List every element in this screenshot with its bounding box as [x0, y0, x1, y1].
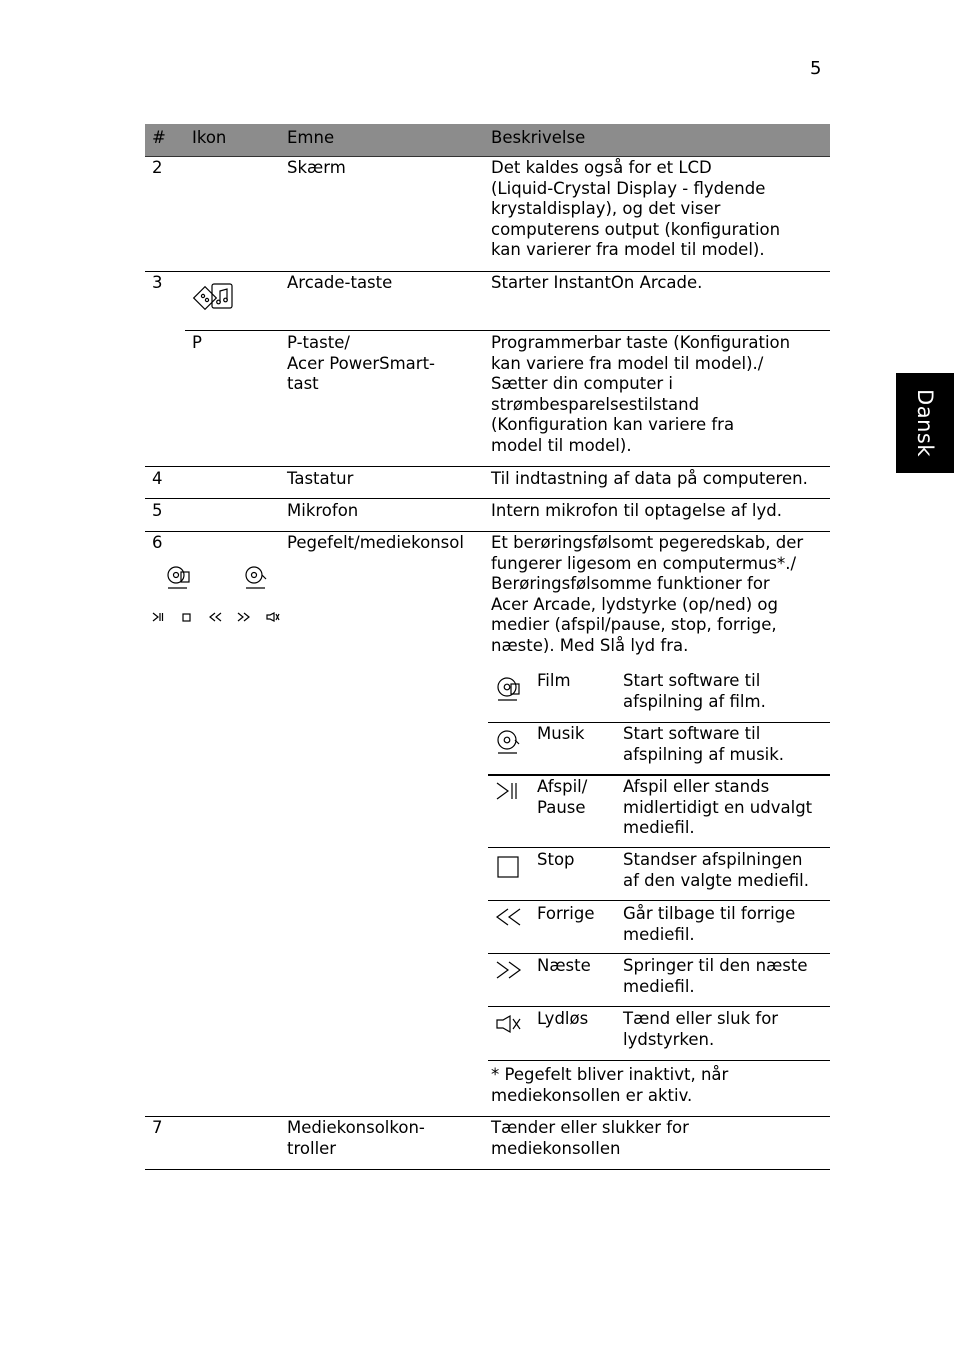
stop-icon	[182, 613, 191, 622]
row-topic: Skærm	[287, 158, 346, 177]
media-function-description: Start software til afspilning af film.	[623, 671, 766, 711]
media-function-name: Afspil/ Pause	[537, 777, 588, 817]
music-icon	[496, 729, 522, 755]
media-function-description: Start software til afspilning af musik.	[623, 724, 785, 764]
media-function-name: Lydløs	[537, 1009, 589, 1028]
row-num: 7	[152, 1118, 163, 1137]
row-divider	[145, 498, 830, 499]
sub-divider	[488, 1006, 830, 1007]
media-function-name: Stop	[537, 850, 575, 869]
media-function-description: Afspil eller stands midlertidigt en udvalgt mediefil.	[623, 777, 813, 838]
media-function-description: Tænd eller sluk for lydstyrken.	[623, 1009, 779, 1049]
previous-icon	[209, 612, 222, 622]
row-description: Tænder eller slukker for mediekonsollen	[491, 1118, 689, 1158]
mute-icon	[266, 612, 280, 622]
media-function-name: Forrige	[537, 904, 595, 923]
media-function-description: Går tilbage til forrige mediefil.	[623, 904, 796, 944]
sub-divider	[488, 774, 830, 776]
page-number: 5	[810, 58, 822, 79]
row-topic: P-taste/ Acer PowerSmart- tast	[287, 333, 436, 394]
row-topic: Mediekonsolkon- troller	[287, 1118, 425, 1158]
row-description: Programmerbar taste (Konfiguration kan variere fra model til model)./ Sætter din computer i strømbesparelsestilstand (Konfiguration kan variere fra model til model).	[491, 333, 791, 455]
stop-icon	[497, 856, 519, 878]
next-icon	[496, 961, 522, 979]
row-num: 4	[152, 469, 163, 488]
row-topic: Tastatur	[287, 469, 354, 488]
row-description: Det kaldes også for et LCD (Liquid-Crystal Display - flydende krystaldisplay), og det viser computerens output (konfiguration kan varierer fra model til model).	[491, 158, 781, 260]
language-tab-label: Dansk	[913, 389, 937, 457]
row-divider	[145, 531, 830, 532]
mute-icon	[496, 1014, 522, 1034]
movie-icon	[165, 565, 193, 591]
row-num: 3	[152, 273, 163, 292]
row-divider	[185, 330, 830, 331]
table-bottom-rule	[145, 1169, 830, 1170]
sub-divider	[488, 722, 830, 723]
footnote: * Pegefelt bliver inaktivt, når mediekonsollen er aktiv.	[491, 1065, 729, 1105]
row-num: 2	[152, 158, 163, 177]
row-num: 5	[152, 501, 163, 520]
media-function-description: Standser afspilningen af den valgte mediefil.	[623, 850, 809, 890]
arcade-icon	[193, 282, 235, 316]
row-divider	[145, 271, 830, 272]
language-tab	[896, 373, 954, 473]
next-icon	[237, 612, 250, 622]
header-num: #	[152, 128, 166, 147]
sub-divider	[488, 847, 830, 848]
sub-divider	[488, 1060, 830, 1061]
sub-divider	[488, 953, 830, 954]
row-divider	[145, 1116, 830, 1117]
row-divider	[145, 466, 830, 467]
media-function-description: Springer til den næste mediefil.	[623, 956, 808, 996]
row-description: Et berøringsfølsomt pegeredskab, der fungerer ligesom en computermus*./ Berøringsfølsomme funktioner for Acer Arcade, lydstyrke (op/ned) og medier (afspil/pause, stop, forrige, næste). Med Slå lyd fra.	[491, 533, 804, 655]
row-topic: Pegefelt/mediekonsol	[287, 533, 464, 552]
row-description: Intern mikrofon til optagelse af lyd.	[491, 501, 782, 520]
header-topic: Emne	[287, 128, 335, 147]
play-pause-icon	[152, 612, 164, 622]
movie-icon	[496, 676, 522, 702]
media-function-name: Næste	[537, 956, 591, 975]
play-pause-icon	[496, 781, 520, 801]
previous-icon	[496, 908, 522, 926]
header-description: Beskrivelse	[491, 128, 586, 147]
row-description: Til indtastning af data på computeren.	[491, 469, 808, 488]
header-icon: Ikon	[192, 128, 227, 147]
row-topic: Mikrofon	[287, 501, 359, 520]
row-topic: Arcade-taste	[287, 273, 393, 292]
row-num: 6	[152, 533, 163, 552]
media-function-name: Film	[537, 671, 571, 690]
media-function-name: Musik	[537, 724, 585, 743]
sub-divider	[488, 900, 830, 901]
row-description: Starter InstantOn Arcade.	[491, 273, 703, 292]
table-header	[145, 124, 830, 157]
p-key-label: P	[192, 333, 202, 352]
music-icon	[242, 565, 270, 591]
